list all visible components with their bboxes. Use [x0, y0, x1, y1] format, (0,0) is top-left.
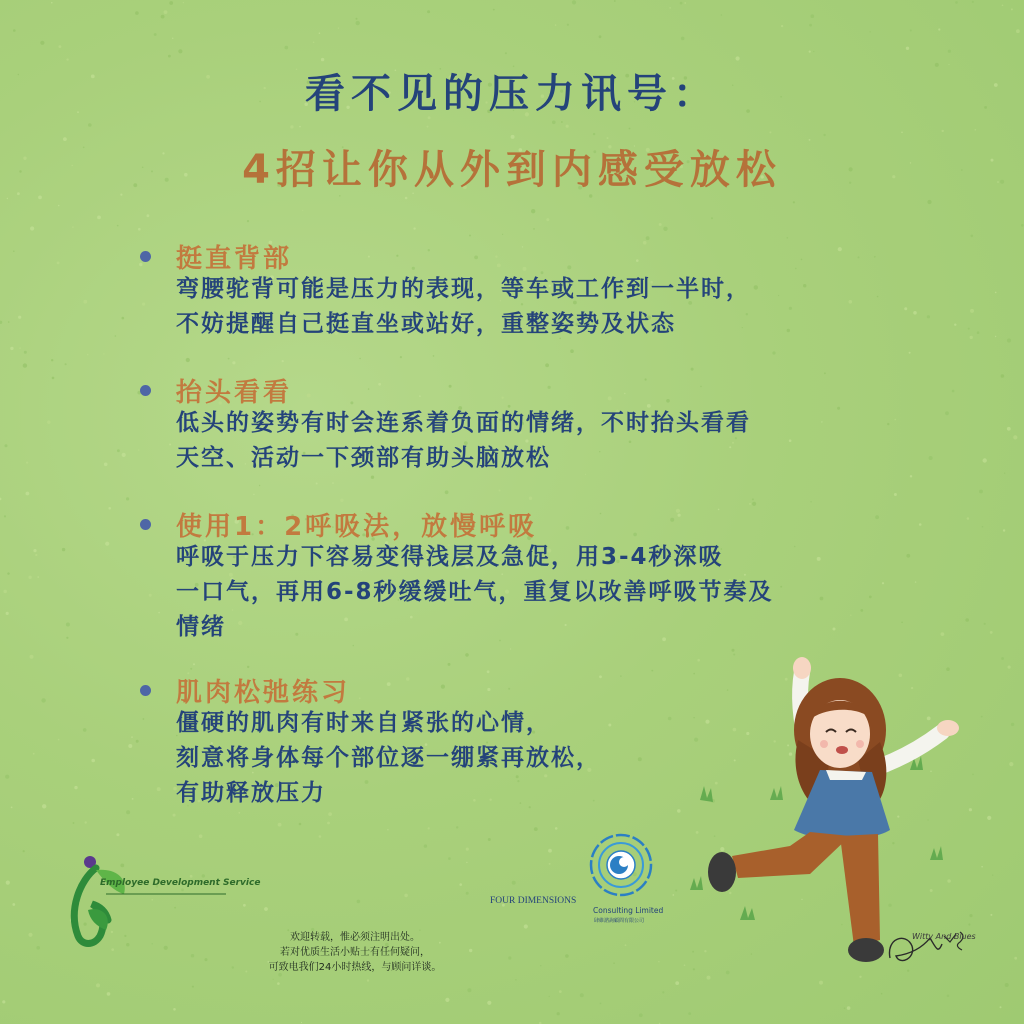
tip-body-line: 不妨提醒自己挺直坐或站好，重整姿势及状态	[176, 311, 676, 337]
tip-body-line: 刻意将身体每个部位逐一绷紧再放松，	[176, 745, 601, 771]
tip-body-line: 一口气，再用6-8秒缓缓吐气，重复以改善呼吸节奏及	[176, 579, 774, 605]
tip-body-line: 僵硬的肌肉有时来自紧张的心情，	[176, 710, 551, 736]
bullet-dot	[140, 519, 151, 530]
tip-body-line: 情绪	[176, 614, 226, 640]
artist-signature	[882, 918, 992, 978]
tip-body	[176, 540, 774, 645]
title-line-1: 看不见的压力讯号：	[305, 71, 719, 117]
footnote	[220, 930, 490, 975]
tip-title: 肌肉松弛练习	[176, 678, 351, 708]
four-dimensions-name: FOUR DIMENSIONS	[490, 896, 577, 906]
four-dimensions-chinese-name: 肆維諮詢顧問有限公司	[594, 918, 645, 924]
four-dimensions-subtitle: Consulting Limited	[593, 906, 664, 915]
tip-title: 抬头看看	[176, 378, 293, 408]
artist-signature-text: Witty And Blues	[912, 932, 976, 941]
tip-body	[176, 706, 601, 811]
tip-body-line: 低头的姿势有时会连系着负面的情绪，不时抬头看看	[176, 410, 751, 436]
tip-body-line: 呼吸于压力下容易变得浅层及急促，用3-4秒深吸	[176, 544, 724, 570]
footnote-line: 可致电我们24小时热线，与顾问详谈。	[268, 962, 442, 973]
bullet-dot	[140, 251, 151, 262]
bullet-dot	[140, 685, 151, 696]
tip-body-line: 天空、活动一下颈部有助头脑放松	[176, 445, 551, 471]
tip-body	[176, 406, 751, 476]
tip-body	[176, 272, 751, 342]
bullet-dot	[140, 385, 151, 396]
title-line-2: 4招让你从外到内感受放松	[242, 147, 782, 193]
tip-title: 挺直背部	[176, 244, 293, 274]
footnote-line: 若对优质生活小贴士有任何疑问，	[280, 947, 430, 958]
footnote-line: 欢迎转载，惟必须注明出处。	[290, 932, 420, 943]
eds-logo-text: Employee Development Service	[100, 878, 261, 888]
tip-title: 使用1：2呼吸法，放慢呼吸	[176, 512, 538, 542]
tip-body-line: 有助释放压力	[176, 780, 326, 806]
four-dimensions-logo	[588, 832, 654, 898]
tip-body-line: 弯腰驼背可能是压力的表现，等车或工作到一半时，	[176, 276, 751, 302]
